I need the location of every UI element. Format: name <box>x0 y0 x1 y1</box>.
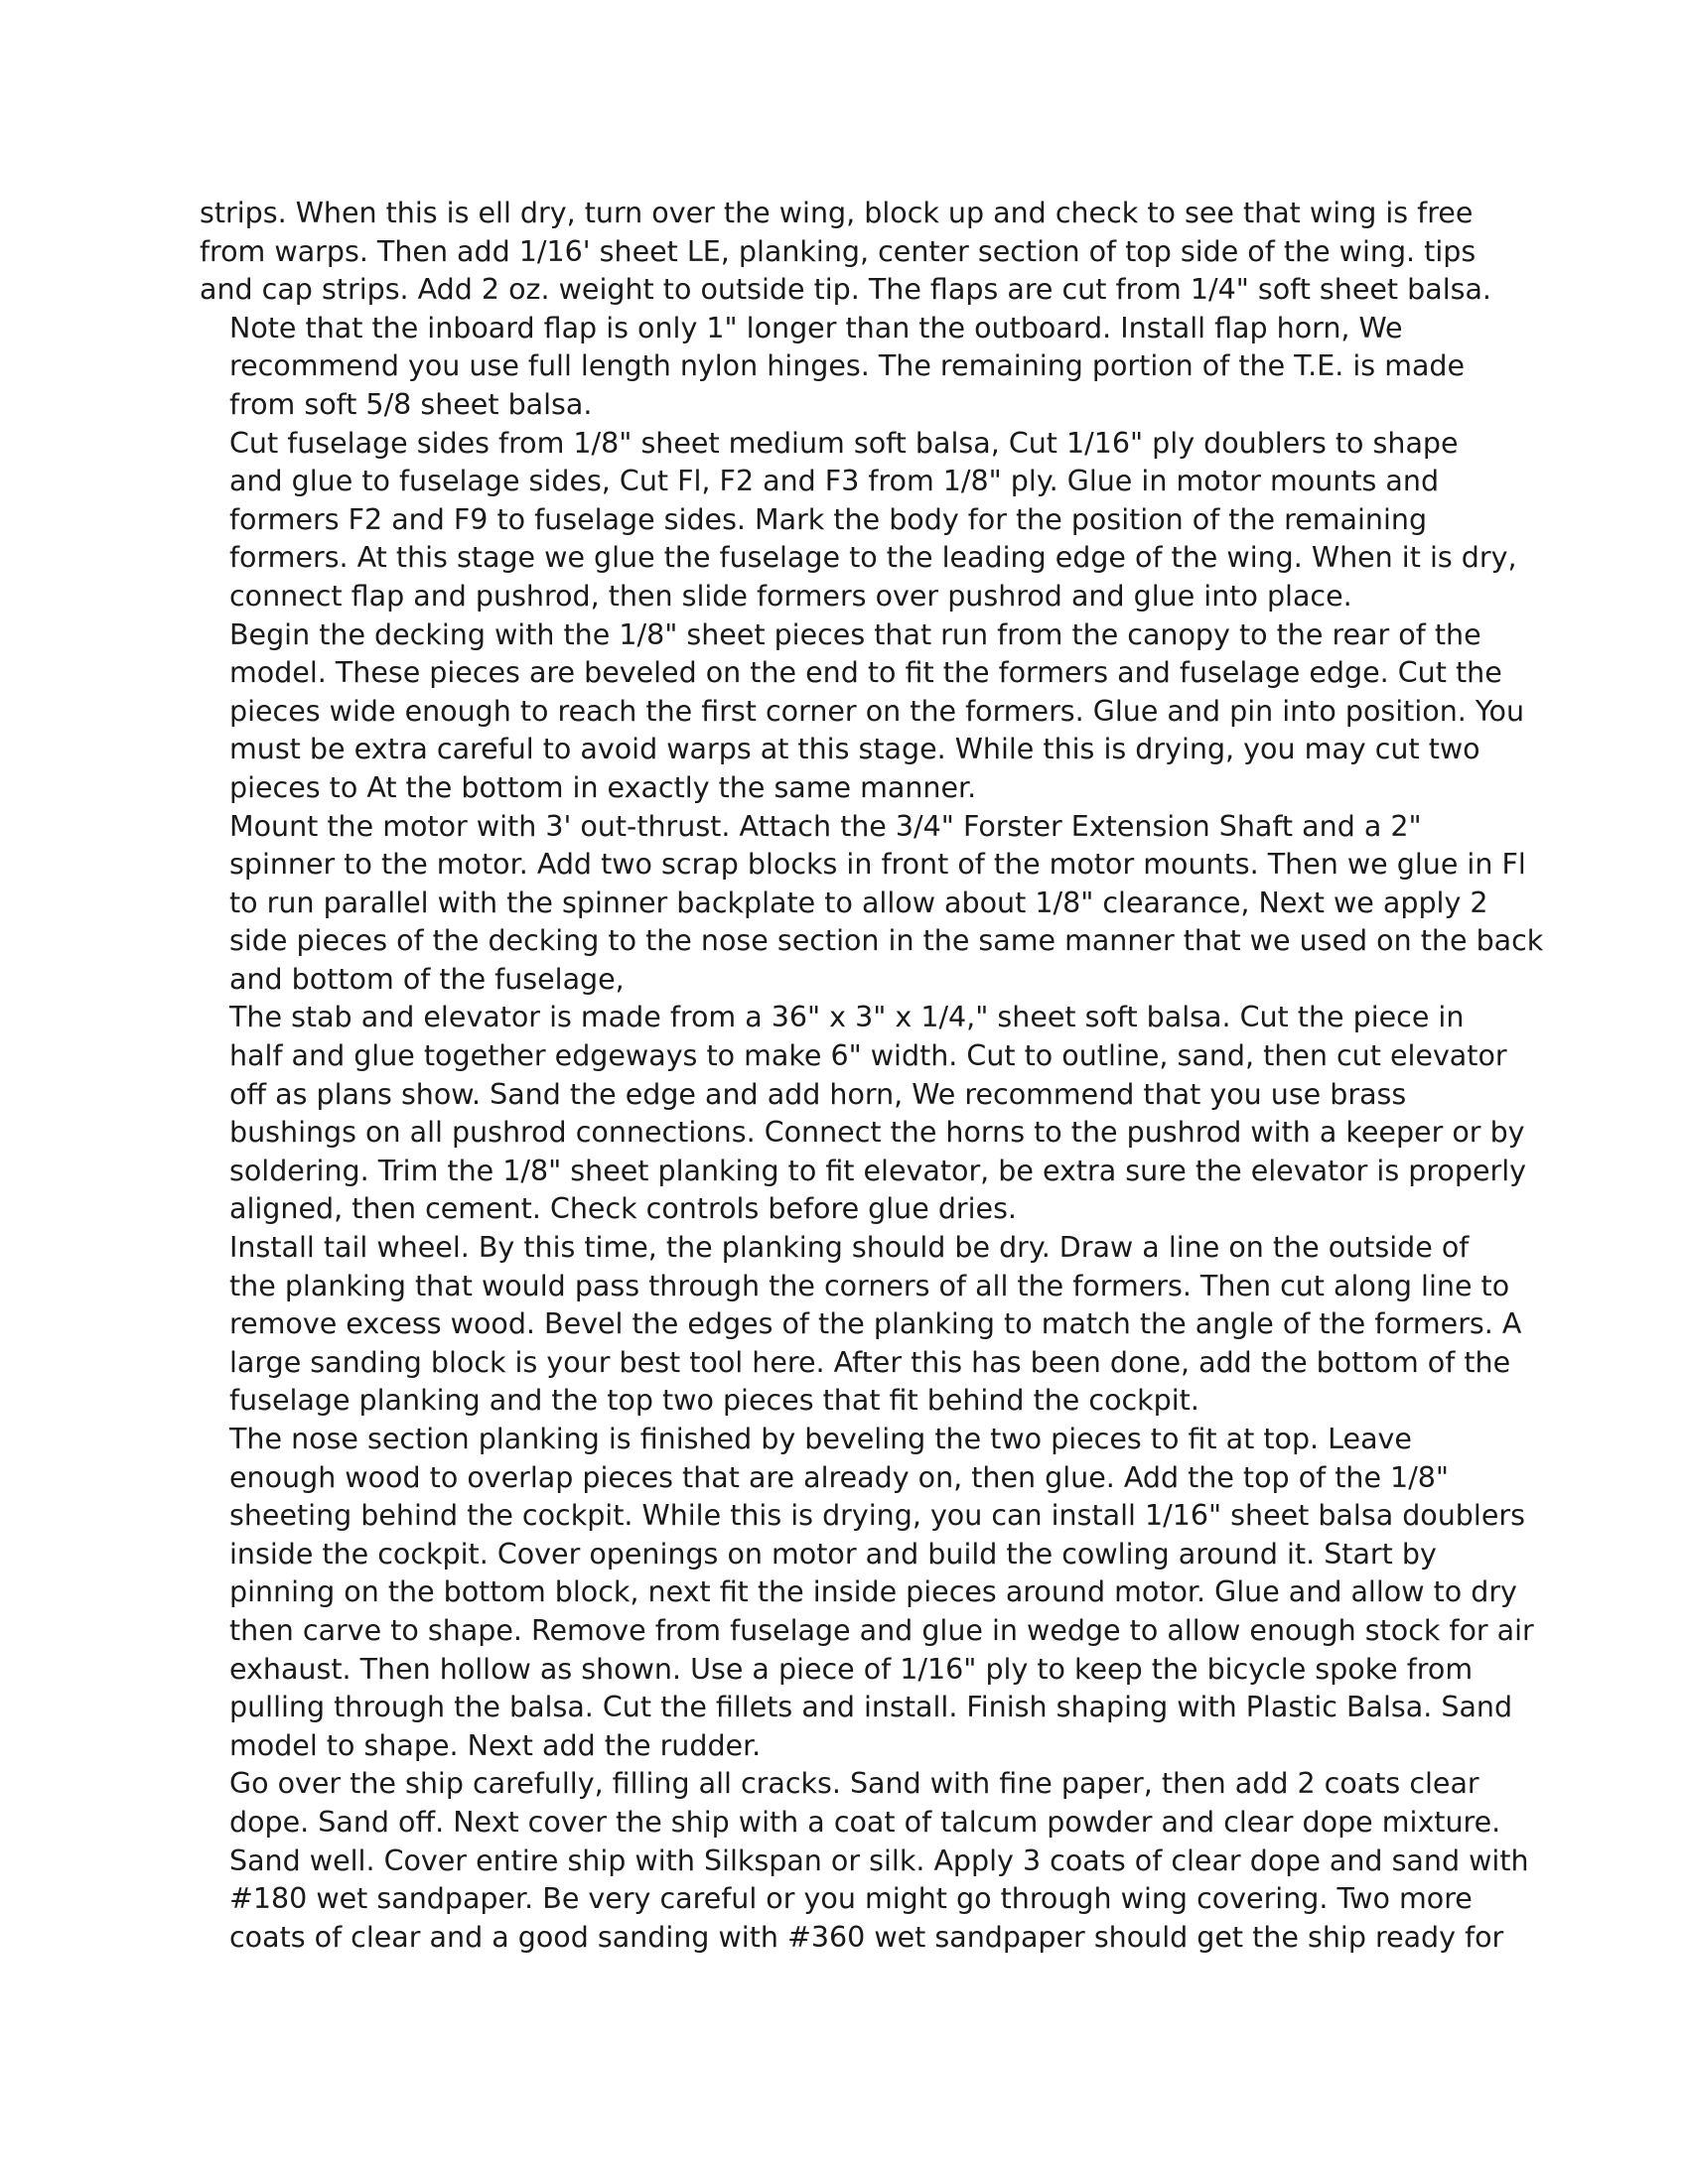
text-line: Begin the decking with the 1/8" sheet pieces that run from the canopy to the rear of the <box>229 617 1481 651</box>
text-line: pinning on the bottom block, next fit the inside pieces around motor. Glue and allow to dry <box>229 1575 1517 1609</box>
text-line: Install tail wheel. By this time, the planking should be dry. Draw a line on the outside of <box>229 1231 1470 1265</box>
text-line: Mount the motor with 3' out-thrust. Attach the 3/4" Forster Extension Shaft and a 2" <box>229 809 1422 843</box>
text-line: enough wood to overlap pieces that are already on, then glue. Add the top of the 1/8" <box>229 1460 1450 1494</box>
text-line: fuselage planking and the top two pieces that fit behind the cockpit. <box>229 1384 1199 1418</box>
text-line: pieces to At the bottom in exactly the same manner. <box>229 770 977 804</box>
paragraph <box>200 616 1525 808</box>
text-line: from warps. Then add 1/16' sheet LE, planking, center section of top side of the wing. tips <box>200 234 1477 268</box>
text-line: The stab and elevator is made from a 36" x 3" x 1/4," sheet soft balsa. Cut the piece in <box>229 1001 1465 1034</box>
paragraph <box>200 310 1490 425</box>
text-line: exhaust. Then hollow as shown. Use a piece of 1/16" ply to keep the bicycle spoke from <box>229 1652 1474 1686</box>
text-line: bushings on all pushrod connections. Connect the horns to the pushrod with a keeper or by <box>229 1116 1525 1150</box>
paragraph <box>200 808 1544 1000</box>
paragraph <box>200 1421 1534 1765</box>
text-line: from soft 5/8 sheet balsa. <box>229 387 593 421</box>
paragraph <box>200 1229 1522 1421</box>
text-line: model to shape. Next add the rudder. <box>229 1728 762 1762</box>
paragraph <box>200 195 1490 310</box>
text-line: strips. When this is ell dry, turn over the wing, block up and check to see that wing is free <box>200 197 1474 229</box>
text-line: and bottom of the fuselage, <box>229 962 625 996</box>
body-text <box>200 195 1544 1957</box>
text-line: to run parallel with the spinner backplate to allow about 1/8" clearance, Next we apply 2 <box>229 886 1488 919</box>
text-line: dope. Sand off. Next cover the ship with a coat of talcum powder and clear dope mixture. <box>229 1805 1501 1839</box>
paragraph <box>200 999 1526 1229</box>
text-line: model. These pieces are beveled on the end to fit the formers and fuselage edge. Cut the <box>229 656 1502 690</box>
text-line: the planking that would pass through the corners of all the formers. Then cut along line to <box>229 1269 1510 1302</box>
text-line: formers F2 and F9 to fuselage sides. Mark the body for the position of the remaining <box>229 502 1428 536</box>
text-line: recommend you use full length nylon hinges. The remaining portion of the T.E. is made <box>229 349 1466 383</box>
paragraph <box>200 425 1517 616</box>
text-line: inside the cockpit. Cover openings on motor and build the cowling around it. Start by <box>229 1537 1437 1570</box>
text-line: coats of clear and a good sanding with #360 wet sandpaper should get the ship ready for <box>229 1920 1504 1954</box>
text-line: The nose section planking is finished by beveling the two pieces to fit at top. Leave <box>229 1423 1412 1455</box>
text-line: spinner to the motor. Add two scrap blocks in front of the motor mounts. Then we glue in Fl <box>229 848 1526 882</box>
text-line: Go over the ship carefully, filling all cracks. Sand with fine paper, then add 2 coats clear <box>229 1767 1479 1801</box>
text-line: pulling through the balsa. Cut the fillets and install. Finish shaping with Plastic Balsa. Sand <box>229 1691 1513 1724</box>
text-line: large sanding block is your best tool here. After this has been done, add the bottom of the <box>229 1345 1511 1379</box>
text-line: side pieces of the decking to the nose section in the same manner that we used on the back <box>229 924 1544 958</box>
text-line: and cap strips. Add 2 oz. weight to outside tip. The flaps are cut from 1/4" soft sheet balsa. <box>200 273 1491 307</box>
text-line: remove excess wood. Bevel the edges of the planking to match the angle of the formers. A <box>229 1307 1522 1341</box>
text-line: must be extra careful to avoid warps at this stage. While this is drying, you may cut two <box>229 733 1480 766</box>
text-line: Cut fuselage sides from 1/8" sheet medium soft balsa, Cut 1/16" ply doublers to shape <box>229 426 1459 460</box>
text-line: connect flap and pushrod, then slide formers over pushrod and glue into place. <box>229 579 1352 613</box>
text-line: off as plans show. Sand the edge and add horn, We recommend that you use brass <box>229 1077 1407 1111</box>
text-line: then carve to shape. Remove from fuselage and glue in wedge to allow enough stock for air <box>229 1613 1534 1647</box>
text-line: sheeting behind the cockpit. While this is drying, you can install 1/16" sheet balsa doublers <box>229 1499 1525 1533</box>
paragraph <box>200 1765 1529 1957</box>
text-line: Note that the inboard flap is only 1" longer than the outboard. Install flap horn, We <box>229 311 1403 344</box>
text-line: soldering. Trim the 1/8" sheet planking to fit elevator, be extra sure the elevator is properly <box>229 1154 1526 1187</box>
text-line: pieces wide enough to reach the first corner on the formers. Glue and pin into position. You <box>229 694 1525 728</box>
text-line: and glue to fuselage sides, Cut Fl, F2 and F3 from 1/8" ply. Glue in motor mounts and <box>229 465 1440 498</box>
text-line: #180 wet sandpaper. Be very careful or you might go through wing covering. Two more <box>229 1882 1473 1916</box>
text-line: Sand well. Cover entire ship with Silkspan or silk. Apply 3 coats of clear dope and sand with <box>229 1843 1529 1877</box>
text-line: half and glue together edgeways to make 6" width. Cut to outline, sand, then cut elevator <box>229 1039 1507 1073</box>
text-line: aligned, then cement. Check controls before glue dries. <box>229 1192 1017 1226</box>
text-line: formers. At this stage we glue the fuselage to the leading edge of the wing. When it is dry, <box>229 541 1517 575</box>
